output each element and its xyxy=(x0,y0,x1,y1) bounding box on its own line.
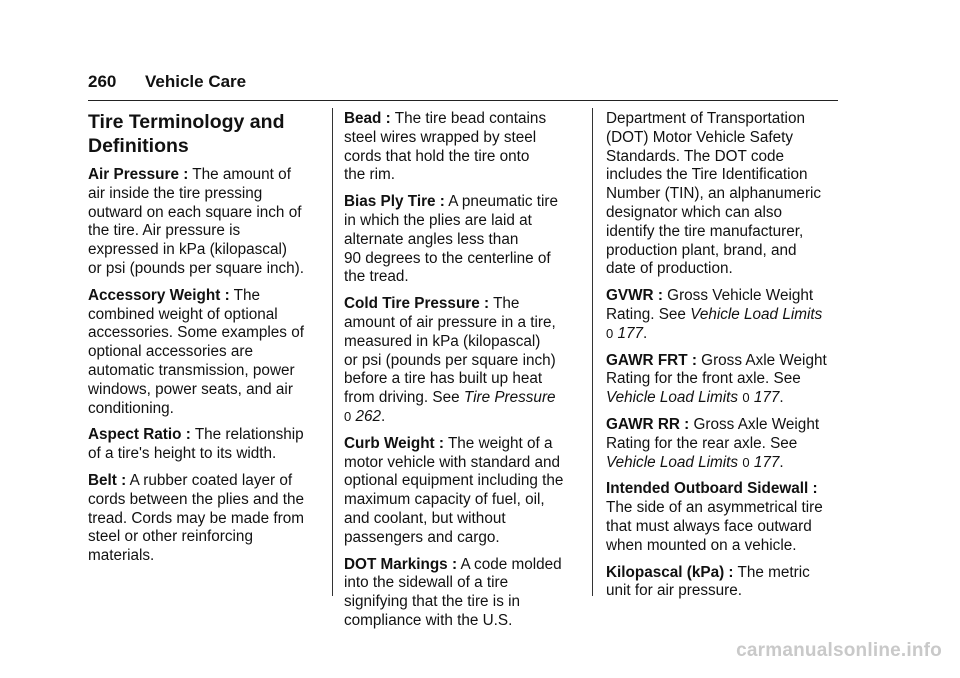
section-title: Vehicle Care xyxy=(145,72,247,91)
watermark: carmanualsonline.info xyxy=(736,640,942,661)
entry-air-pressure: Air Pressure : The amount of air inside the tire pressing outward on each square inch of the tire. Air pressure is expressed in kPa (kilopascal) or psi (pounds per square inch). xyxy=(88,166,304,277)
page-ref-icon: 0 xyxy=(742,454,750,470)
entry-gawr-rr: GAWR RR : Gross Axle Weight Rating for the rear axle. See Vehicle Load Limits 0 177. xyxy=(606,415,820,471)
entry-curb-weight: Curb Weight : The weight of a motor vehicle with standard and optional equipment including the maximum capacity of fuel, oil, and coolant, but without passengers and cargo. xyxy=(344,434,564,546)
entry-bias-ply-tire: Bias Ply Tire : A pneumatic tire in which the plies are laid at alternate angles less than 90 degrees to the centerline of the tread. xyxy=(344,193,558,286)
page-header xyxy=(88,70,838,101)
entry-belt: Belt : A rubber coated layer of cords between the plies and the tread. Cords may be made from steel or other reinforcing materials. xyxy=(88,471,305,565)
term: Bead : xyxy=(344,110,391,127)
term: DOT Markings : xyxy=(344,555,458,573)
entry-cold-tire-pressure: Cold Tire Pressure : The amount of air pressure in a tire, measured in kPa (kilopascal) or psi (pounds per square inch) before a tire has built up heat from driving. See Tire Pressure 0 262. xyxy=(344,295,556,425)
page-ref[interactable]: 177 xyxy=(753,453,780,471)
page-ref-icon: 0 xyxy=(606,325,614,341)
column-3 xyxy=(606,110,838,609)
page-ref[interactable]: 262 xyxy=(355,407,382,425)
entry-dot-markings: DOT Markings : A code molded into the sidewall of a tire signifying that the tire is in compliance with the U.S. xyxy=(344,555,562,629)
page-ref-icon: 0 xyxy=(344,408,352,424)
page-ref[interactable]: 177 xyxy=(753,389,780,407)
column-2 xyxy=(344,110,576,639)
term: Curb Weight : xyxy=(344,434,444,452)
term: Air Pressure : xyxy=(88,166,189,183)
term: Aspect Ratio : xyxy=(88,426,191,444)
page-ref[interactable]: 177 xyxy=(617,324,644,342)
entry-gvwr: GVWR : Gross Vehicle Weight Rating. See Vehicle Load Limits 0 177. xyxy=(606,287,823,342)
column-divider xyxy=(592,108,593,596)
entry-intended-outboard-sidewall: Intended Outboard Sidewall : The side of an asymmetrical tire that must always face outward when mounted on a vehicle. xyxy=(606,480,823,554)
page-number: 260 xyxy=(88,72,117,91)
entry-dot-markings-continued: Department of Transportation (DOT) Motor Vehicle Safety Standards. The DOT code includes the Tire Identification Number (TIN), an alphanumeric designator which can also identify the tire manufacturer, production plant, brand, and date of production. xyxy=(606,110,822,278)
page-ref-icon: 0 xyxy=(742,390,750,406)
term: GAWR RR : xyxy=(606,415,690,433)
entry-gawr-frt: GAWR FRT : Gross Axle Weight Rating for the front axle. See Vehicle Load Limits 0 177. xyxy=(606,351,827,407)
entry-kilopascal: Kilopascal (kPa) : The metric unit for air pressure. xyxy=(606,563,810,600)
entry-accessory-weight: Accessory Weight : The combined weight of optional accessories. Some examples of optional accessories are automatic transmission, power windows, power seats, and air conditioning. xyxy=(88,286,304,417)
column-divider xyxy=(332,108,333,596)
term: Belt : xyxy=(88,471,127,489)
entry-aspect-ratio: Aspect Ratio : The relationship of a tire's height to its width. xyxy=(88,426,304,463)
term: Intended Outboard Sidewall : xyxy=(606,480,818,498)
cross-reference-link[interactable]: Vehicle Load Limits xyxy=(606,389,739,407)
term: Accessory Weight : xyxy=(88,286,230,304)
cross-reference-link[interactable]: Vehicle Load Limits xyxy=(690,305,823,323)
term: Cold Tire Pressure : xyxy=(344,295,490,313)
cross-reference-link[interactable]: Vehicle Load Limits xyxy=(606,453,739,471)
entry-bead: Bead : The tire bead contains steel wires wrapped by steel cords that hold the tire onto the rim. xyxy=(344,110,547,184)
term: GVWR : xyxy=(606,287,663,305)
term: GAWR FRT : xyxy=(606,351,697,369)
column-1 xyxy=(88,110,320,574)
cross-reference-link[interactable]: Tire Pressure xyxy=(463,389,556,407)
section-heading: Tire Terminology and Definitions xyxy=(88,111,285,157)
term: Bias Ply Tire : xyxy=(344,193,445,211)
term: Kilopascal (kPa) : xyxy=(606,563,734,581)
